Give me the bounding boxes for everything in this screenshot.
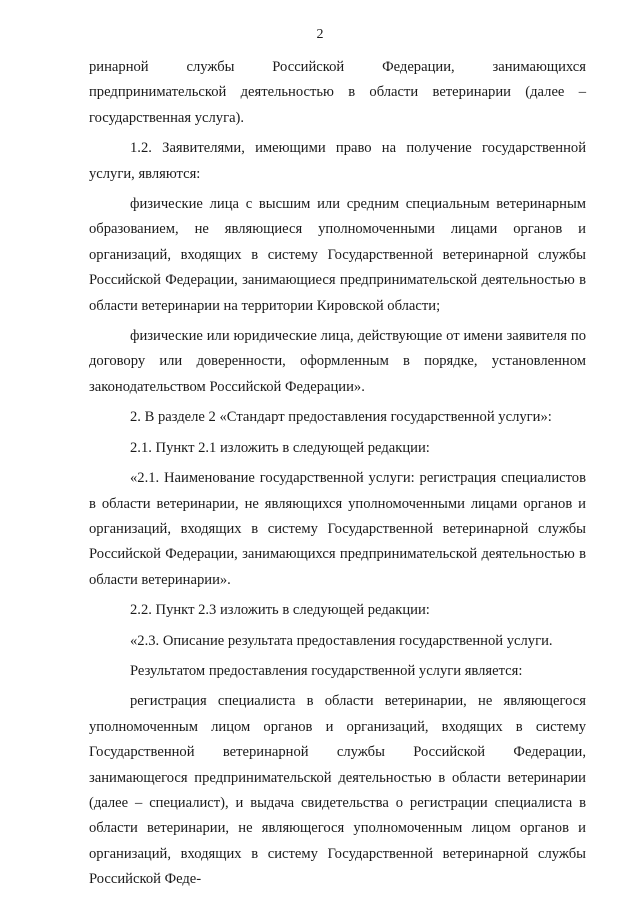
paragraph: регистрация специалиста в области ветеринарии, не являющегося уполномоченным лицом органов и организаций, входящих в систему Государственной ветеринарной службы Российской Федерации, занимающегося предпринимательской деятельностью в области ветеринарии (далее – специалист), и выдача свидетельства о регистрации специалиста в области ветеринарии, не являющегося уполномоченным лицом органов и организаций, входящих в систему Государственной ветеринарной службы Российской Феде-	[89, 693, 586, 888]
paragraph: 2. В разделе 2 «Стандарт предоставления государственной услуги»:	[130, 409, 552, 426]
paragraph: 2.1. Пункт 2.1 изложить в следующей редакции:	[130, 439, 430, 456]
paragraph: ринарной службы Российской Федерации, занимающихся предпринимательской деятельностью в области ветеринарии (далее – государственная услуга).	[89, 59, 586, 126]
paragraph: физические или юридические лица, действующие от имени заявителя по договору или доверенности, оформленным в порядке, установленном законодательством Российской Федерации».	[89, 328, 586, 395]
paragraph: 2.2. Пункт 2.3 изложить в следующей редакции:	[130, 602, 430, 619]
paragraph: 1.2. Заявителями, имеющими право на получение государственной услуги, являются:	[89, 140, 586, 182]
page-number: 2	[316, 27, 324, 42]
paragraph: Результатом предоставления государственной услуги является:	[130, 662, 523, 679]
paragraph: «2.1. Наименование государственной услуги: регистрация специалистов в области ветеринарии, не являющихся уполномоченными лицами органов и организаций, входящих в систему Государственной ветеринарной службы Российской Федерации, занимающихся предпринимательской деятельностью в области ветеринарии».	[89, 470, 586, 588]
paragraph: физические лица с высшим или средним специальным ветеринарным образованием, не являющиеся уполномоченными лицами органов и организаций, входящих в систему Государственной ветеринарной службы Российской Федерации, занимающиеся предпринимательской деятельностью в области ветеринарии на территории Кировской области;	[89, 196, 586, 314]
document-body	[89, 55, 586, 898]
paragraph: «2.3. Описание результата предоставления государственной услуги.	[130, 632, 553, 649]
